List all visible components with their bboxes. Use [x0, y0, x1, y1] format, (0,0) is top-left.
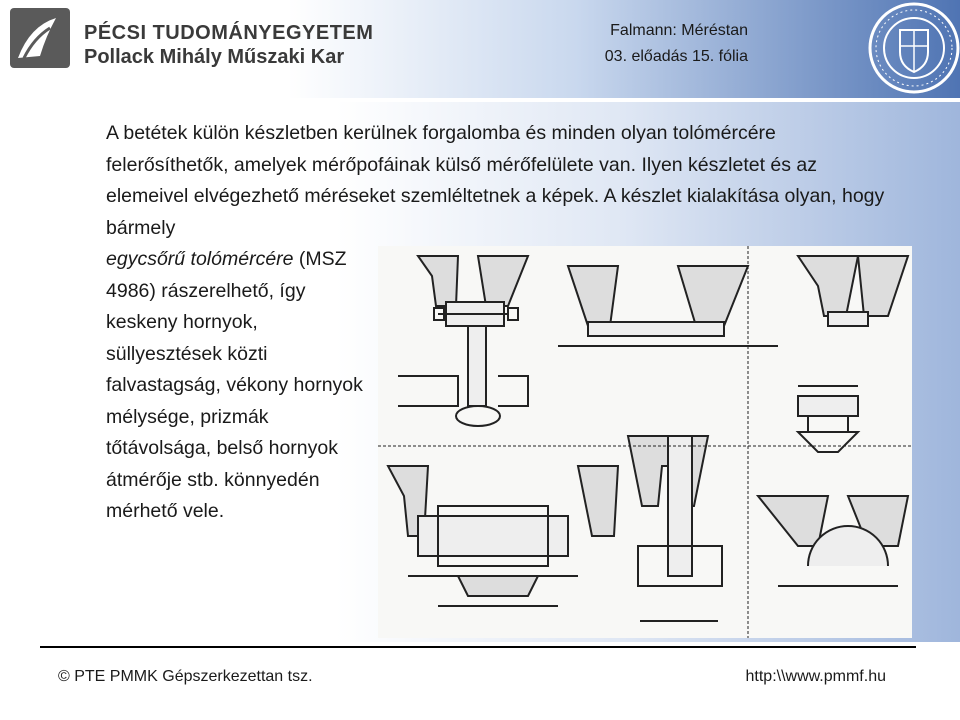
university-name: PÉCSI TUDOMÁNYEGYETEM — [84, 22, 374, 44]
university-logo-icon — [10, 8, 70, 68]
paragraph-top: A betétek külön készletben kerülnek forgalomba és minden olyan tolómércére felerősíthetők, amelyek mérőpofáinak külső mérőfelülete van. Ilyen készletet és az elemeivel elvégezhető méréseket szemléltetnek a képek. A készlet kialakítása olyan, hogy bármely — [106, 122, 885, 239]
footer-copyright: © PTE PMMK Gépszerkezettan tsz. — [58, 668, 313, 685]
footer-divider — [40, 646, 916, 648]
paragraph-side-text: (MSZ 4986) rászerelhető, így keskeny hornyok, süllyesztések közti falvastagság, vékony hornyok mélysége, prizmák tőtávolsága, belső hornyok átmérője stb. könnyedén mérhető vele. — [106, 248, 363, 522]
university-seal-icon — [862, 0, 960, 100]
paragraph-side — [106, 244, 376, 528]
footer-url[interactable]: http:\\www.pmmf.hu — [745, 668, 886, 685]
lecture-info: 03. előadás 15. fólia — [604, 48, 748, 65]
caliper-insert-figure — [378, 246, 912, 638]
faculty-name: Pollack Mihály Műszaki Kar — [84, 46, 345, 68]
course-title: Falmann: Méréstan — [610, 22, 748, 39]
header — [0, 0, 960, 100]
italic-term: egycsőrű tolómércére — [106, 248, 294, 270]
